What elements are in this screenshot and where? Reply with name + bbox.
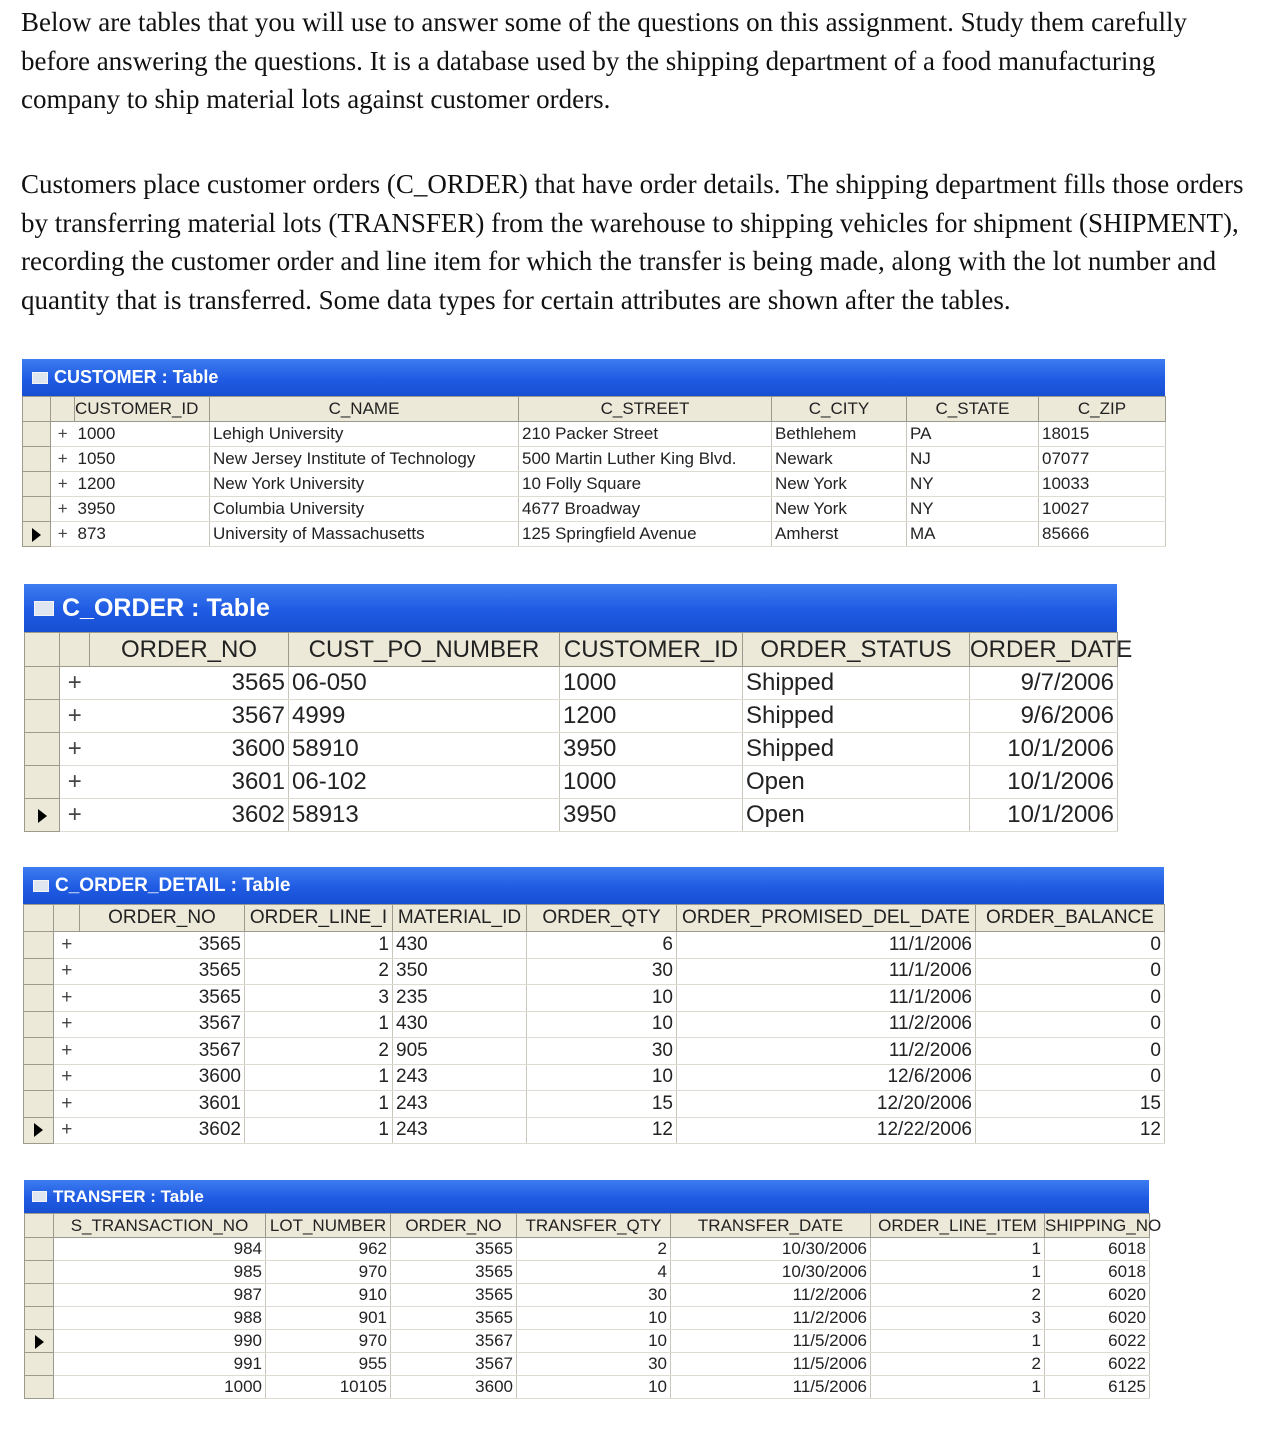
table-cell[interactable]: 11/5/2006 [671, 1376, 871, 1399]
table-cell[interactable]: 2 [245, 1038, 393, 1065]
row-selector[interactable] [23, 497, 51, 522]
table-cell[interactable]: NY [907, 497, 1039, 522]
expand-toggle-icon[interactable]: + [54, 1011, 80, 1038]
row-selector[interactable] [25, 1307, 54, 1330]
table-cell[interactable]: Shipped [743, 700, 970, 733]
row-selector[interactable] [23, 447, 51, 472]
table-cell[interactable]: 15 [976, 1091, 1165, 1118]
column-header-c-street[interactable]: C_STREET [519, 397, 772, 422]
table-cell[interactable]: 3565 [391, 1238, 517, 1261]
table-cell[interactable]: 3565 [80, 985, 245, 1012]
table-cell[interactable]: 905 [393, 1038, 527, 1065]
expand-toggle-icon[interactable]: + [51, 422, 75, 447]
table-cell[interactable]: New York University [210, 472, 519, 497]
c-order-detail-table [23, 867, 1164, 1144]
row-selector[interactable] [24, 985, 54, 1012]
expand-toggle-icon[interactable]: + [51, 472, 75, 497]
row-selector[interactable] [23, 522, 51, 547]
c-order-grid [24, 632, 1133, 832]
table-cell[interactable]: 11/2/2006 [671, 1307, 871, 1330]
column-header-order-balance[interactable]: ORDER_BALANCE [976, 905, 1165, 932]
table-cell[interactable]: 235 [393, 985, 527, 1012]
table-row[interactable] [25, 1284, 1150, 1307]
table-cell[interactable]: 1 [245, 1117, 393, 1144]
row-selector[interactable] [25, 700, 60, 733]
table-cell[interactable]: 1200 [75, 472, 210, 497]
row-selector[interactable] [25, 766, 60, 799]
table-cell[interactable]: 901 [266, 1307, 391, 1330]
table-cell[interactable]: 10 [517, 1307, 671, 1330]
table-row[interactable] [23, 522, 1166, 547]
table-cell[interactable]: Bethlehem [772, 422, 907, 447]
expand-toggle-icon[interactable]: + [54, 1117, 80, 1144]
table-cell[interactable]: 11/2/2006 [677, 1038, 976, 1065]
table-cell[interactable]: 2 [517, 1238, 671, 1261]
expand-toggle-icon[interactable]: + [51, 447, 75, 472]
c-order-table-titlebar [24, 584, 1117, 632]
table-cell[interactable]: 10/30/2006 [671, 1238, 871, 1261]
table-cell[interactable]: 1 [245, 932, 393, 959]
table-row[interactable] [25, 1330, 1150, 1353]
row-selector[interactable] [25, 1376, 54, 1399]
table-cell[interactable]: 988 [54, 1307, 266, 1330]
table-cell[interactable]: NY [907, 472, 1039, 497]
row-selector-header [25, 1214, 54, 1238]
table-row[interactable] [25, 1238, 1150, 1261]
table-cell[interactable]: 1000 [75, 422, 210, 447]
table-cell[interactable]: 3950 [560, 799, 743, 832]
table-cell[interactable]: 10/1/2006 [970, 733, 1118, 766]
table-cell[interactable]: 07077 [1039, 447, 1166, 472]
table-cell[interactable]: 3567 [80, 1011, 245, 1038]
row-selector[interactable] [25, 1261, 54, 1284]
table-cell[interactable]: MA [907, 522, 1039, 547]
table-row[interactable] [25, 766, 1118, 799]
table-row[interactable] [24, 958, 1165, 985]
column-header-order-line-item[interactable]: ORDER_LINE_ITEM [871, 1214, 1045, 1238]
row-selector[interactable] [24, 1011, 54, 1038]
table-cell[interactable]: 10 [517, 1376, 671, 1399]
row-selector[interactable] [24, 932, 54, 959]
table-cell[interactable]: 6018 [1045, 1261, 1150, 1284]
table-row[interactable] [23, 447, 1166, 472]
table-cell[interactable]: 3567 [391, 1353, 517, 1376]
table-cell[interactable]: 3601 [80, 1091, 245, 1118]
table-cell[interactable]: 30 [517, 1353, 671, 1376]
expand-header [60, 633, 90, 667]
table-row[interactable] [25, 1353, 1150, 1376]
table-row[interactable] [24, 932, 1165, 959]
transfer-table [24, 1180, 1162, 1399]
table-cell[interactable]: 12/20/2006 [677, 1091, 976, 1118]
table-cell[interactable]: 3565 [80, 958, 245, 985]
table-cell[interactable]: 3602 [90, 799, 289, 832]
expand-toggle-icon[interactable]: + [60, 667, 90, 700]
table-cell[interactable]: 30 [517, 1284, 671, 1307]
table-icon [32, 372, 48, 384]
column-header-transfer-date[interactable]: TRANSFER_DATE [671, 1214, 871, 1238]
row-selector[interactable] [25, 733, 60, 766]
column-header-cust-po-number[interactable]: CUST_PO_NUMBER [289, 633, 560, 667]
column-header-customer-id[interactable]: CUSTOMER_ID [75, 397, 210, 422]
table-cell[interactable]: 10027 [1039, 497, 1166, 522]
table-cell[interactable]: 10/1/2006 [970, 766, 1118, 799]
column-header-s-transaction-no[interactable]: S_TRANSACTION_NO [54, 1214, 266, 1238]
expand-toggle-icon[interactable]: + [60, 700, 90, 733]
table-cell[interactable]: 3 [871, 1307, 1045, 1330]
table-cell[interactable]: 6022 [1045, 1353, 1150, 1376]
table-cell[interactable]: NJ [907, 447, 1039, 472]
table-cell[interactable]: 6125 [1045, 1376, 1150, 1399]
table-cell[interactable]: 1200 [560, 700, 743, 733]
table-cell[interactable]: 3600 [80, 1064, 245, 1091]
table-cell[interactable]: 0 [976, 1038, 1165, 1065]
table-cell[interactable]: 3600 [90, 733, 289, 766]
table-row[interactable] [25, 1261, 1150, 1284]
table-cell[interactable]: 10 Folly Square [519, 472, 772, 497]
table-cell[interactable]: 962 [266, 1238, 391, 1261]
column-header-order-promised-del-date[interactable]: ORDER_PROMISED_DEL_DATE [677, 905, 976, 932]
table-row[interactable] [25, 700, 1118, 733]
c-order-table-title: C_ORDER : Table [62, 593, 270, 622]
table-cell[interactable]: 910 [266, 1284, 391, 1307]
row-selector[interactable] [23, 422, 51, 447]
table-cell[interactable]: 1050 [75, 447, 210, 472]
row-selector-header [25, 633, 60, 667]
column-header-material-id[interactable]: MATERIAL_ID [393, 905, 527, 932]
table-icon [33, 880, 49, 892]
table-cell[interactable]: 3601 [90, 766, 289, 799]
table-row[interactable] [23, 472, 1166, 497]
table-cell[interactable]: 2 [245, 958, 393, 985]
table-cell[interactable]: 06-102 [289, 766, 560, 799]
column-header-lot-number[interactable]: LOT_NUMBER [266, 1214, 391, 1238]
column-header-order-no[interactable]: ORDER_NO [391, 1214, 517, 1238]
table-cell[interactable]: 3600 [391, 1376, 517, 1399]
expand-toggle-icon[interactable]: + [54, 932, 80, 959]
table-cell[interactable]: 430 [393, 932, 527, 959]
table-icon [34, 601, 54, 616]
table-cell[interactable]: 3565 [391, 1261, 517, 1284]
table-cell[interactable]: 2 [871, 1284, 1045, 1307]
table-cell[interactable]: 30 [527, 1038, 677, 1065]
row-selector[interactable] [25, 1330, 54, 1353]
table-cell[interactable]: 430 [393, 1011, 527, 1038]
table-cell[interactable]: 4677 Broadway [519, 497, 772, 522]
table-cell[interactable]: 3567 [80, 1038, 245, 1065]
transfer-table-titlebar [24, 1180, 1149, 1213]
table-cell[interactable]: 0 [976, 932, 1165, 959]
table-cell[interactable]: 0 [976, 958, 1165, 985]
column-header-c-zip[interactable]: C_ZIP [1039, 397, 1166, 422]
table-cell[interactable]: 2 [871, 1353, 1045, 1376]
record-pointer-icon [32, 528, 41, 542]
table-cell[interactable]: Open [743, 766, 970, 799]
table-cell[interactable]: 210 Packer Street [519, 422, 772, 447]
table-cell[interactable]: 58913 [289, 799, 560, 832]
table-cell[interactable]: 955 [266, 1353, 391, 1376]
table-cell[interactable]: 10105 [266, 1376, 391, 1399]
expand-toggle-icon[interactable]: + [51, 497, 75, 522]
row-selector[interactable] [24, 1064, 54, 1091]
table-cell[interactable]: 30 [527, 958, 677, 985]
expand-toggle-icon[interactable]: + [51, 522, 75, 547]
table-row[interactable] [25, 1307, 1150, 1330]
table-cell[interactable]: 500 Martin Luther King Blvd. [519, 447, 772, 472]
expand-toggle-icon[interactable]: + [60, 733, 90, 766]
table-cell[interactable]: 0 [976, 1064, 1165, 1091]
table-cell[interactable]: 58910 [289, 733, 560, 766]
table-cell[interactable]: 6018 [1045, 1238, 1150, 1261]
table-cell[interactable]: 243 [393, 1064, 527, 1091]
row-selector[interactable] [25, 799, 60, 832]
table-row[interactable] [24, 1091, 1165, 1118]
table-cell[interactable]: Newark [772, 447, 907, 472]
c-order-table [24, 584, 1133, 832]
table-cell[interactable]: 350 [393, 958, 527, 985]
table-cell[interactable]: 1 [871, 1238, 1045, 1261]
table-cell[interactable]: 11/5/2006 [671, 1330, 871, 1353]
expand-toggle-icon[interactable]: + [54, 1064, 80, 1091]
table-cell[interactable]: 984 [54, 1238, 266, 1261]
table-cell[interactable]: 9/6/2006 [970, 700, 1118, 733]
table-cell[interactable]: 11/2/2006 [677, 1011, 976, 1038]
table-cell[interactable]: PA [907, 422, 1039, 447]
c-order-detail-grid [23, 904, 1165, 1144]
table-row[interactable] [24, 985, 1165, 1012]
table-row[interactable] [25, 667, 1118, 700]
table-cell[interactable]: 990 [54, 1330, 266, 1353]
row-selector[interactable] [24, 1117, 54, 1144]
row-selector[interactable] [25, 667, 60, 700]
table-cell[interactable]: 18015 [1039, 422, 1166, 447]
column-header-order-line-item[interactable]: ORDER_LINE_I [245, 905, 393, 932]
table-row[interactable] [25, 799, 1118, 832]
column-header-transfer-qty[interactable]: TRANSFER_QTY [517, 1214, 671, 1238]
table-cell[interactable]: 9/7/2006 [970, 667, 1118, 700]
record-pointer-icon [38, 809, 47, 823]
expand-toggle-icon[interactable]: + [54, 1091, 80, 1118]
c-order-detail-table-titlebar [23, 867, 1164, 904]
table-cell[interactable]: 6020 [1045, 1284, 1150, 1307]
intro-paragraph-2: Customers place customer orders (C_ORDER) that have order details. The shipping department fills those orders by transferring material lots (TRANSFER) from the warehouse to shipping vehicles for shipment (SHIPMENT), recording the customer order and line item for which the transfer is being made, along with the lot number and quantity that is transferred. Some data types for certain attributes are shown after the tables. [21, 169, 1244, 315]
intro-paragraph-1: Below are tables that you will use to answer some of the questions on this assignment. Study them carefully before answering the questions. It is a database used by the shipping department of a food manufacturing company to ship material lots against customer orders. [21, 7, 1188, 114]
table-row[interactable] [25, 1376, 1150, 1399]
table-cell[interactable]: 11/2/2006 [671, 1284, 871, 1307]
row-selector[interactable] [24, 1038, 54, 1065]
table-cell[interactable]: 3950 [75, 497, 210, 522]
table-cell[interactable]: 3565 [80, 932, 245, 959]
table-cell[interactable]: 12/6/2006 [677, 1064, 976, 1091]
table-cell[interactable]: New Jersey Institute of Technology [210, 447, 519, 472]
table-cell[interactable]: 243 [393, 1117, 527, 1144]
table-cell[interactable]: 12/22/2006 [677, 1117, 976, 1144]
table-cell[interactable]: 1 [245, 1091, 393, 1118]
table-cell[interactable]: 991 [54, 1353, 266, 1376]
row-selector[interactable] [25, 1284, 54, 1307]
column-header-order-date[interactable]: ORDER_DATE [970, 633, 1118, 667]
customer-grid [22, 396, 1166, 547]
table-cell[interactable]: 6 [527, 932, 677, 959]
table-cell[interactable]: Open [743, 799, 970, 832]
transfer-grid [24, 1213, 1162, 1399]
table-cell[interactable]: 11/1/2006 [677, 958, 976, 985]
transfer-table-title: TRANSFER : Table [53, 1186, 204, 1206]
column-header-shipping-no[interactable]: SHIPPING_NO [1045, 1214, 1150, 1238]
row-selector[interactable] [24, 1091, 54, 1118]
table-cell[interactable]: 1 [871, 1376, 1045, 1399]
table-cell[interactable]: 970 [266, 1330, 391, 1353]
row-selector[interactable] [25, 1353, 54, 1376]
table-cell[interactable]: 10 [517, 1330, 671, 1353]
column-header-order-no[interactable]: ORDER_NO [80, 905, 245, 932]
table-cell[interactable]: 987 [54, 1284, 266, 1307]
table-cell[interactable]: 3 [245, 985, 393, 1012]
expand-toggle-icon[interactable]: + [54, 958, 80, 985]
row-selector-header [23, 397, 51, 422]
table-row[interactable] [24, 1064, 1165, 1091]
table-cell[interactable]: 11/5/2006 [671, 1353, 871, 1376]
row-selector[interactable] [23, 472, 51, 497]
table-cell[interactable]: University of Massachusetts [210, 522, 519, 547]
row-selector-header [24, 905, 54, 932]
column-header-c-city[interactable]: C_CITY [772, 397, 907, 422]
table-cell[interactable]: 3567 [391, 1330, 517, 1353]
table-cell[interactable]: 6022 [1045, 1330, 1150, 1353]
table-cell[interactable]: 10 [527, 1011, 677, 1038]
expand-header [54, 905, 80, 932]
expand-toggle-icon[interactable]: + [54, 1038, 80, 1065]
expand-header [51, 397, 75, 422]
table-cell[interactable]: 970 [266, 1261, 391, 1284]
customer-table-titlebar [22, 359, 1165, 396]
table-cell[interactable]: 1000 [54, 1376, 266, 1399]
table-cell[interactable]: 11/1/2006 [677, 985, 976, 1012]
table-cell[interactable]: 85666 [1039, 522, 1166, 547]
table-cell[interactable]: Shipped [743, 733, 970, 766]
table-cell[interactable]: 3565 [391, 1284, 517, 1307]
table-cell[interactable]: 15 [527, 1091, 677, 1118]
table-cell[interactable]: 3565 [391, 1307, 517, 1330]
expand-toggle-icon[interactable]: + [54, 985, 80, 1012]
table-cell[interactable]: 1 [871, 1330, 1045, 1353]
table-row[interactable] [23, 422, 1166, 447]
table-cell[interactable]: 10/1/2006 [970, 799, 1118, 832]
table-cell[interactable]: 4999 [289, 700, 560, 733]
table-cell[interactable]: 4 [517, 1261, 671, 1284]
record-pointer-icon [35, 1335, 44, 1349]
table-cell[interactable]: 1 [871, 1261, 1045, 1284]
column-header-customer-id[interactable]: CUSTOMER_ID [560, 633, 743, 667]
table-cell[interactable]: 10/30/2006 [671, 1261, 871, 1284]
table-cell[interactable]: 3950 [560, 733, 743, 766]
table-row[interactable] [25, 733, 1118, 766]
table-cell[interactable]: 985 [54, 1261, 266, 1284]
table-row[interactable] [24, 1038, 1165, 1065]
record-pointer-icon [34, 1123, 43, 1137]
table-cell[interactable]: 243 [393, 1091, 527, 1118]
table-cell[interactable]: 3565 [90, 667, 289, 700]
table-row[interactable] [24, 1117, 1165, 1144]
row-selector[interactable] [25, 1238, 54, 1261]
table-cell[interactable]: 3602 [80, 1117, 245, 1144]
row-selector[interactable] [24, 958, 54, 985]
table-cell[interactable]: 06-050 [289, 667, 560, 700]
table-cell[interactable]: 10 [527, 985, 677, 1012]
table-cell[interactable]: 1000 [560, 667, 743, 700]
table-cell[interactable]: 12 [976, 1117, 1165, 1144]
table-cell[interactable]: New York [772, 497, 907, 522]
table-cell[interactable]: 10033 [1039, 472, 1166, 497]
table-cell[interactable]: Amherst [772, 522, 907, 547]
table-cell[interactable]: Columbia University [210, 497, 519, 522]
column-header-order-qty[interactable]: ORDER_QTY [527, 905, 677, 932]
table-cell[interactable]: 3567 [90, 700, 289, 733]
table-cell[interactable]: 0 [976, 1011, 1165, 1038]
table-cell[interactable]: 11/1/2006 [677, 932, 976, 959]
table-cell[interactable]: Lehigh University [210, 422, 519, 447]
table-icon [32, 1191, 47, 1202]
table-cell[interactable]: 873 [75, 522, 210, 547]
column-header-c-name[interactable]: C_NAME [210, 397, 519, 422]
table-cell[interactable]: 1000 [560, 766, 743, 799]
customer-table-title: CUSTOMER : Table [54, 367, 219, 387]
customer-table [22, 359, 1165, 547]
table-cell[interactable]: 1 [245, 1064, 393, 1091]
column-header-order-no[interactable]: ORDER_NO [90, 633, 289, 667]
table-cell[interactable]: 12 [527, 1117, 677, 1144]
column-header-c-state[interactable]: C_STATE [907, 397, 1039, 422]
table-row[interactable] [23, 497, 1166, 522]
c-order-detail-table-title: C_ORDER_DETAIL : Table [55, 874, 291, 896]
table-cell[interactable]: 125 Springfield Avenue [519, 522, 772, 547]
table-cell[interactable]: 0 [976, 985, 1165, 1012]
table-cell[interactable]: New York [772, 472, 907, 497]
expand-toggle-icon[interactable]: + [60, 766, 90, 799]
table-row[interactable] [24, 1011, 1165, 1038]
table-cell[interactable]: 6020 [1045, 1307, 1150, 1330]
table-cell[interactable]: Shipped [743, 667, 970, 700]
expand-toggle-icon[interactable]: + [60, 799, 90, 832]
column-header-order-status[interactable]: ORDER_STATUS [743, 633, 970, 667]
table-cell[interactable]: 10 [527, 1064, 677, 1091]
table-cell[interactable]: 1 [245, 1011, 393, 1038]
